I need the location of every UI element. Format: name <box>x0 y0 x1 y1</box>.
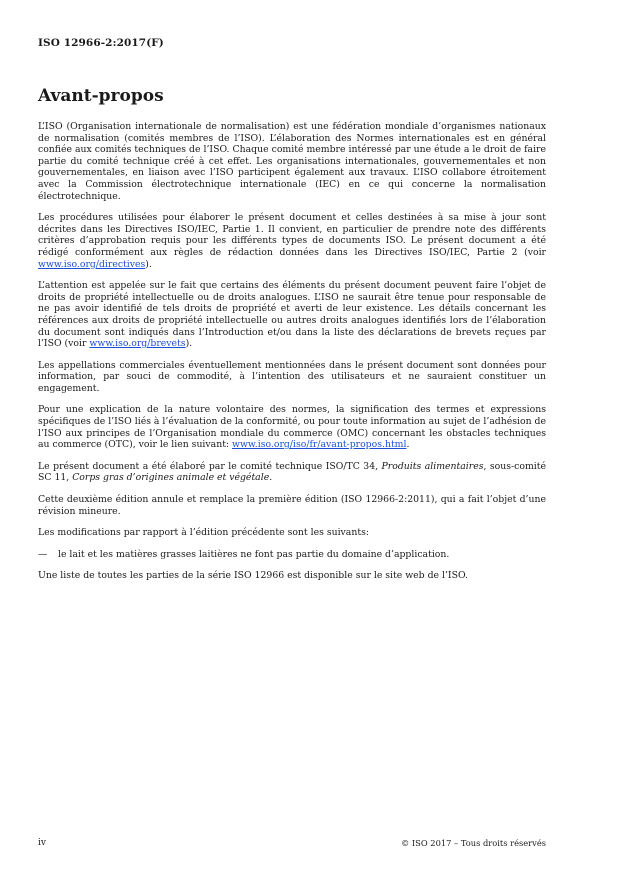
page-number: iv <box>38 838 46 848</box>
paragraph-patents <box>38 280 546 350</box>
paragraph-text: . <box>406 439 410 451</box>
paragraph-series-parts: Une liste de toutes les parties de la série ISO 12966 est disponible sur le site web de l’ISO. <box>38 570 468 582</box>
subcommittee-name: Corps gras d’origines animale et végétale <box>72 472 270 484</box>
paragraph-changes-intro: Les modifications par rapport à l’édition précédente sont les suivants: <box>38 527 369 539</box>
copyright-notice: © ISO 2017 – Tous droits réservés <box>400 838 546 848</box>
foreword-body <box>38 121 546 592</box>
paragraph-text: Les procédures utilisées pour élaborer le présent document et celles destinées à sa mise à jour sont décrites dans les Directives ISO/IEC, Partie 1. Il convient, en particulier de prendre note des différents critères d’approbation requis pour les différents types de documents ISO. Le présent document a été rédigé conformément aux règles de rédaction données dans les Directives ISO/IEC, Partie 2 (voir <box>38 212 546 258</box>
paragraph-text: , sous-comité SC 11, <box>38 460 546 484</box>
list-item-text: le lait et les matières grasses laitières ne font pas partie du domaine d’application. <box>58 548 450 560</box>
paragraph-text: Le présent document a été élaboré par le comité technique ISO/TC 34, <box>38 460 382 472</box>
document-id: ISO 12966-2:2017(F) <box>38 37 164 49</box>
paragraph-committee <box>38 461 546 484</box>
list-item <box>38 549 546 561</box>
directives-link[interactable]: www.iso.org/directives <box>38 258 146 270</box>
paragraph-text: ). <box>145 258 152 270</box>
paragraph-text: Pour une explication de la nature volontaire des normes, la signification des termes et expressions spécifiques de l’ISO liés à l’évaluation de la conformité, ou pour toute information au sujet de l’adhésion de l’ISO aux principes de l’Organisation mondiale du commerce (OMC) concernant les obstacles techniques au commerce (OTC), voir le lien suivant: <box>38 404 546 451</box>
patents-link[interactable]: www.iso.org/brevets <box>89 338 186 350</box>
paragraph-trade-names: Les appellations commerciales éventuellement mentionnées dans le présent document sont données pour information, par souci de commodité, à l’intention des utilisateurs et ne sauraient constituer un engagement. <box>38 359 546 394</box>
paragraph-iso-intro: L’ISO (Organisation internationale de normalisation) est une fédération mondiale d’organismes nationaux de normalisation (comités membres de l’ISO). L’élaboration des Normes internationales est en général confiée aux comités techniques de l’ISO. Chaque comité membre intéressé par une étude a le droit de faire partie du comité technique créé à cet effet. Les organisations internationales, gouvernementales et non gouvernementales, en liaison avec l’ISO participent également aux travaux. L’ISO collabore étroitement avec la Commission électrotechnique internationale (IEC) en ce qui concerne la normalisation électrotechnique. <box>38 121 546 202</box>
paragraph-text: L’attention est appelée sur le fait que certains des éléments du présent document peuvent faire l’objet de droits de propriété intellectuelle ou de droits analogues. L’ISO ne saurait être tenue pour responsable de ne pas avoir identifié de tels droits de propriété et averti de leur existence. Les détails concernant les références aux droits de propriété intellectuelle ou autres droits analogues identifiés lors de l’élaboration du document sont indiqués dans l’Introduction et/ou dans la liste des déclarations de brevets reçues par l’ISO (voir <box>38 280 546 350</box>
committee-name: Produits alimentaires <box>381 460 484 472</box>
foreword-info-link[interactable]: www.iso.org/iso/fr/avant-propos.html <box>232 439 407 451</box>
paragraph-text: ). <box>185 338 193 350</box>
section-title: Avant-propos <box>38 86 164 106</box>
list-dash: — <box>38 548 48 560</box>
paragraph-edition: Cette deuxième édition annule et remplace la première édition (ISO 12966-2:2011), qui a fait l’objet d’une révision mineure. <box>38 494 546 517</box>
paragraph-voluntary-nature <box>38 404 546 450</box>
paragraph-text: . <box>269 472 273 484</box>
paragraph-procedures <box>38 212 546 270</box>
